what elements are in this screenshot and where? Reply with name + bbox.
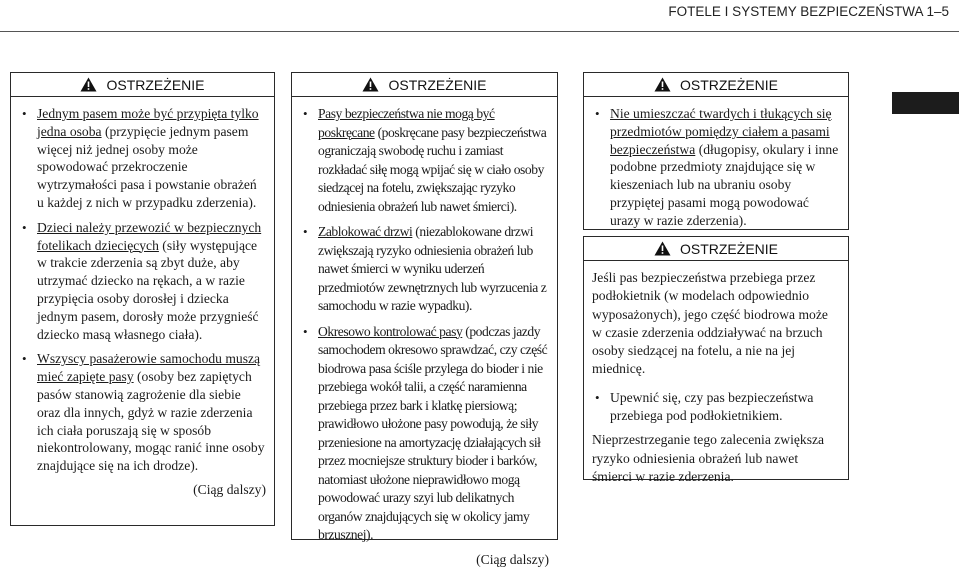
bullet-icon: • xyxy=(22,351,27,367)
bullet-icon: • xyxy=(595,389,600,405)
page-header: FOTELE I SYSTEMY BEZPIECZEŃSTWA 1–5 xyxy=(668,4,949,19)
list-item: • Wszyscy pasażerowie samochodu muszą mieć zapięte pasy (osoby bez zapiętych pasów stanowią zagrożenie dla siebie oraz dla innych, gdyż w razie zderzenia ich ciała poruszają się w sposób niekontrolowany, mogąc ranić inne osoby znajdujące się na ich drodze). xyxy=(22,351,265,474)
warning-body xyxy=(584,97,848,230)
warning-title: OSTRZEŻENIE xyxy=(584,73,848,97)
warning-body xyxy=(292,97,557,568)
warning-body xyxy=(11,97,274,498)
warning-box-2 xyxy=(291,72,558,567)
bullet-icon: • xyxy=(303,224,308,239)
bullet-icon: • xyxy=(303,323,308,339)
bullet-icon: • xyxy=(595,106,600,121)
continued-label: (Ciąg dalszy) xyxy=(193,481,266,497)
list-item: • Jednym pasem może być przypięta tylko jedna osoba (przypięcie jednym pasem więcej niż jednej osoby może spowodować przekroczenie wytrzymałości pasa i powstanie obrażeń u każdej z nich w przypadku zderzenia). xyxy=(22,106,259,210)
chapter-tab-marker xyxy=(892,92,959,114)
warning-body xyxy=(584,261,848,486)
list-item: • Upewnić się, czy pas bezpieczeństwa przebiega pod podłokietnikiem. xyxy=(595,389,814,423)
warning-title: OSTRZEŻENIE xyxy=(292,73,557,97)
list-item: • Dzieci należy przewozić w bezpiecznych fotelikach dziecięcych (siły występujące w trakcie zderzenia są zbyt duże, aby utrzymać dziecko na rękach, a w razie przypięcia osoby dorosłej i dziecka jednym pasem, dorosły może przygnieść dziecko masą własnego ciała). xyxy=(22,219,262,342)
list-item: • Zablokować drzwi (niezablokowane drzwi zwiększają ryzyko odniesienia obrażeń lub nawet śmierci w wyniku uderzeń przedmiotów zewnętrznych lub wyrzucenia z samochodu w razie wypadku). xyxy=(303,224,547,313)
warning-title: OSTRZEŻENIE xyxy=(11,73,274,97)
warning-title: OSTRZEŻENIE xyxy=(584,237,848,261)
header-rule xyxy=(0,31,959,32)
bullet-icon: • xyxy=(22,219,27,235)
warning-box-3 xyxy=(583,72,849,230)
bullet-icon: • xyxy=(303,106,308,121)
warning-box-4 xyxy=(583,236,849,484)
warning-triangle-icon xyxy=(80,77,97,92)
list-item: • Okresowo kontrolować pasy (podczas jazdy samochodem okresowo sprawdzać, czy część biodrowa pasa ściśle przylega do bioder i nie przebiega wokół talii, a część naramienna przebiega przez bark i klatkę piersiową; prawidłowo ułożone pasy powodują, że siły przeniesione na amortyzację działających sił przez mocniejsze struktury bioder i barków, natomiast ułożone nieprawidłowo mogą powodować urazy szyi lub delikatnych organów znajdujących się w okolicy jamy brzusznej). xyxy=(303,323,548,542)
bullet-icon: • xyxy=(22,106,27,121)
list-item: • Pasy bezpieczeństwa nie mogą być poskręcane (poskręcane pasy bezpieczeństwa ograniczają swobodę ruchu i zamiast rozkładać siłę mogą wpijać się w ciało osoby siedzącej na fotelu, zwiększając ryzyko odniesienia obrażeń lub nawet śmierci). xyxy=(303,106,547,214)
continued-label: (Ciąg dalszy) xyxy=(476,551,549,567)
warning-outro: Nieprzestrzeganie tego zalecenia zwiększa ryzyko odniesienia obrażeń lub nawet śmierci w razie zderzenia. xyxy=(592,432,825,484)
warning-triangle-icon xyxy=(362,77,379,92)
warning-intro: Jeśli pas bezpieczeństwa przebiega przez podłokietnik (w modelach odpowiednio wyposażonych), jego część biodrowa może w czasie zderzenia oddziaływać na brzuch osoby siedzącej na fotelu, a nie na jej miednicę. xyxy=(592,270,828,377)
warning-triangle-icon xyxy=(654,77,671,92)
warning-box-1 xyxy=(10,72,275,526)
list-item: • Nie umieszczać twardych i tłukących się przedmiotów pomiędzy ciałem a pasami bezpieczeństwa (długopisy, okulary i inne podobne przedmioty znajdujące się w kieszeniach lub na ubraniu osoby przypiętej pasami mogą powodować urazy w razie zderzenia). xyxy=(595,106,839,228)
warning-triangle-icon xyxy=(654,241,671,256)
